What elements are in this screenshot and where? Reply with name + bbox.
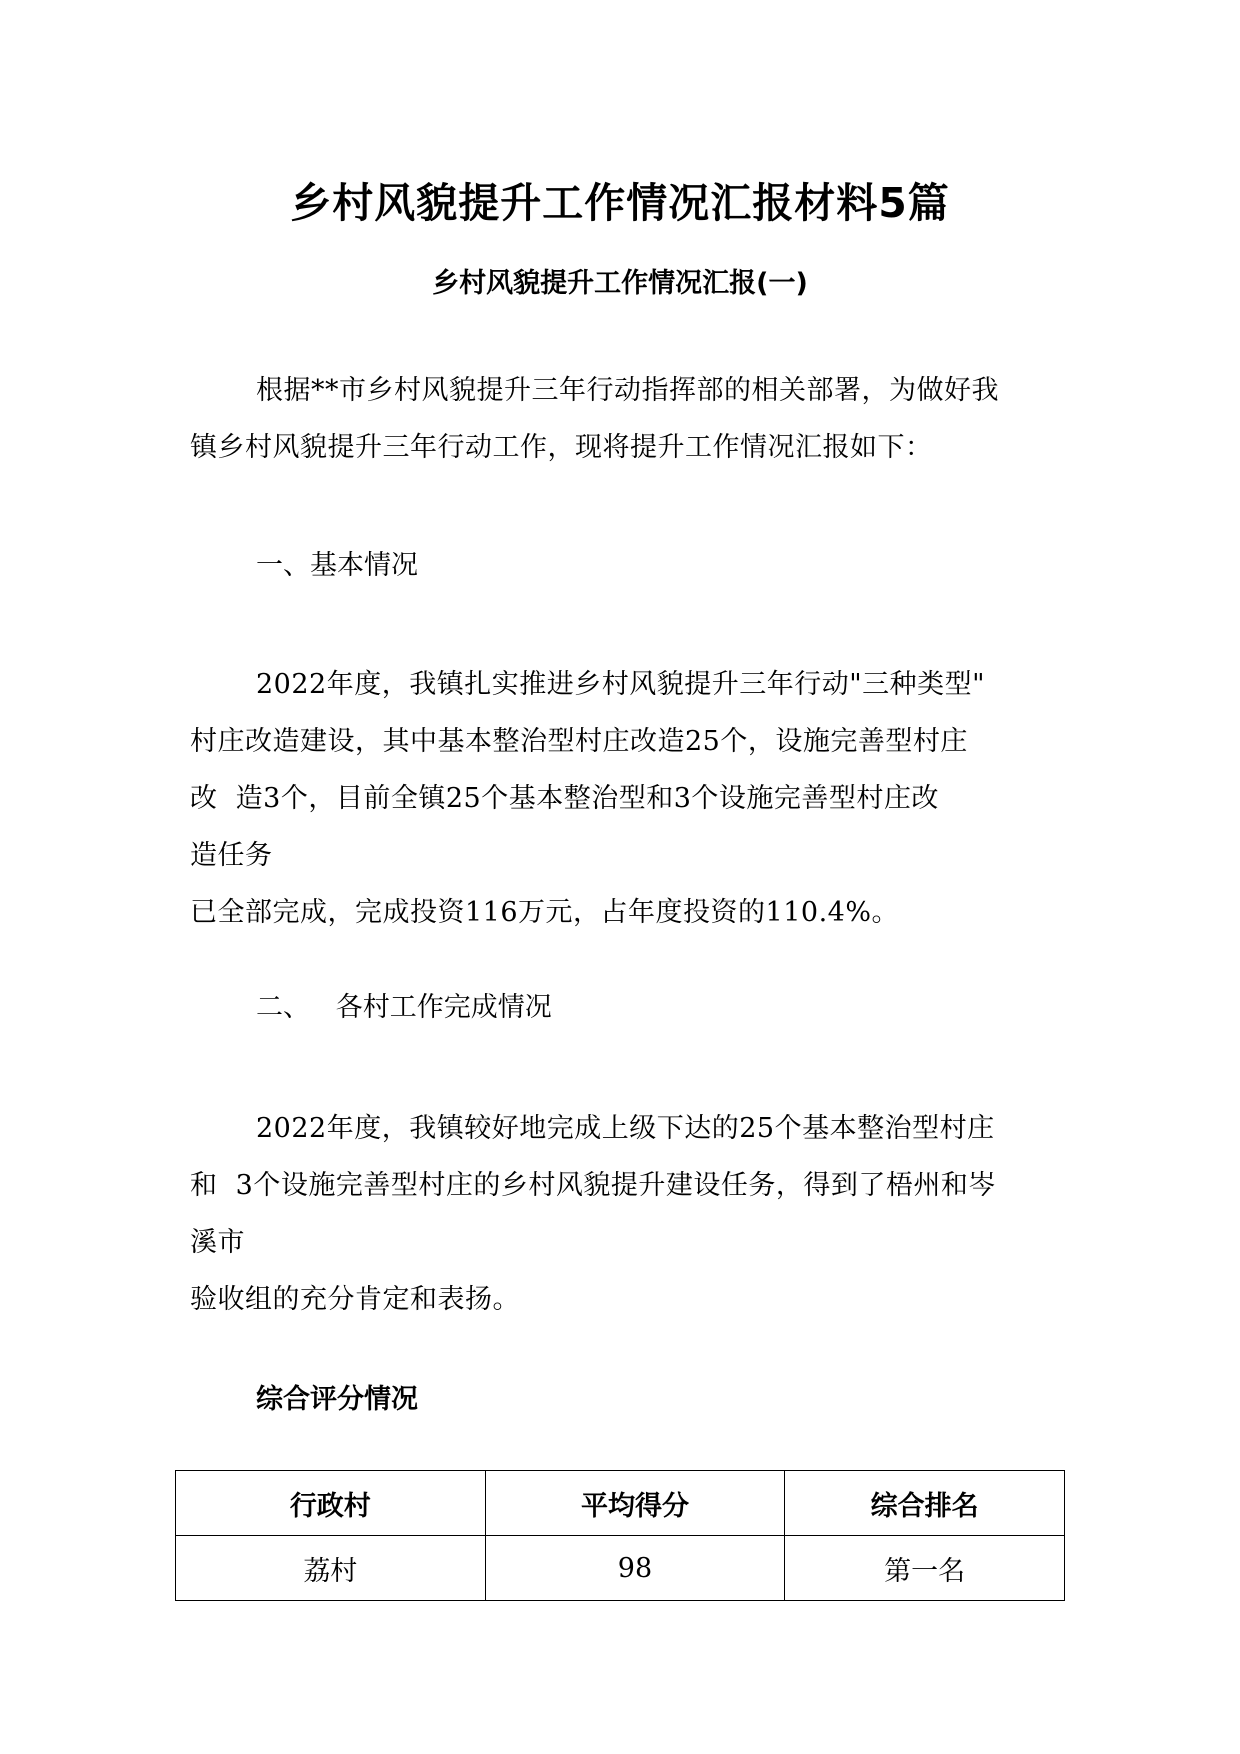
header-average-score: 平均得分 bbox=[485, 1471, 785, 1536]
section-2-heading: 二、 各村工作完成情况 bbox=[256, 992, 552, 1023]
section-1-heading: 一、基本情况 bbox=[256, 550, 418, 581]
table-row bbox=[176, 1536, 1065, 1601]
document-title: 乡村风貌提升工作情况汇报材料5篇 bbox=[290, 179, 950, 227]
header-village: 行政村 bbox=[176, 1471, 486, 1536]
score-table bbox=[175, 1470, 1065, 1601]
section-1-line-4: 造任务 bbox=[190, 840, 273, 871]
section-2-line-1: 2022年度，我镇较好地完成上级下达的25个基本整治型村庄 bbox=[256, 1113, 995, 1144]
intro-line-2: 镇乡村风貌提升三年行动工作，现将提升工作情况汇报如下： bbox=[190, 432, 933, 463]
section-1-line-3: 改 造3个，目前全镇25个基本整治型和3个设施完善型村庄改 bbox=[190, 783, 939, 814]
cell-rank: 第一名 bbox=[785, 1536, 1065, 1601]
header-rank: 综合排名 bbox=[785, 1471, 1065, 1536]
document-subtitle: 乡村风貌提升工作情况汇报(一) bbox=[432, 268, 808, 299]
section-2-line-4: 验收组的充分肯定和表扬。 bbox=[190, 1284, 520, 1315]
intro-line-1: 根据**市乡村风貌提升三年行动指挥部的相关部署，为做好我 bbox=[256, 375, 999, 406]
section-2-line-2: 和 3个设施完善型村庄的乡村风貌提升建设任务，得到了梧州和岑 bbox=[190, 1170, 996, 1201]
intro-paragraph bbox=[190, 362, 1052, 476]
section-2-line-3: 溪市 bbox=[190, 1227, 245, 1258]
section-1-line-2: 村庄改造建设，其中基本整治型村庄改造25个，设施完善型村庄 bbox=[190, 726, 968, 757]
section-1-line-5: 已全部完成，完成投资116万元，占年度投资的110.4%。 bbox=[190, 897, 899, 928]
cell-average-score: 98 bbox=[485, 1536, 785, 1601]
section-1-paragraph bbox=[190, 656, 1052, 941]
score-section-heading: 综合评分情况 bbox=[256, 1384, 418, 1415]
section-2-paragraph bbox=[190, 1100, 1052, 1328]
section-1-line-1: 2022年度，我镇扎实推进乡村风貌提升三年行动"三种类型" bbox=[256, 669, 986, 700]
table-header-row bbox=[176, 1471, 1065, 1536]
cell-village: 荔村 bbox=[176, 1536, 486, 1601]
